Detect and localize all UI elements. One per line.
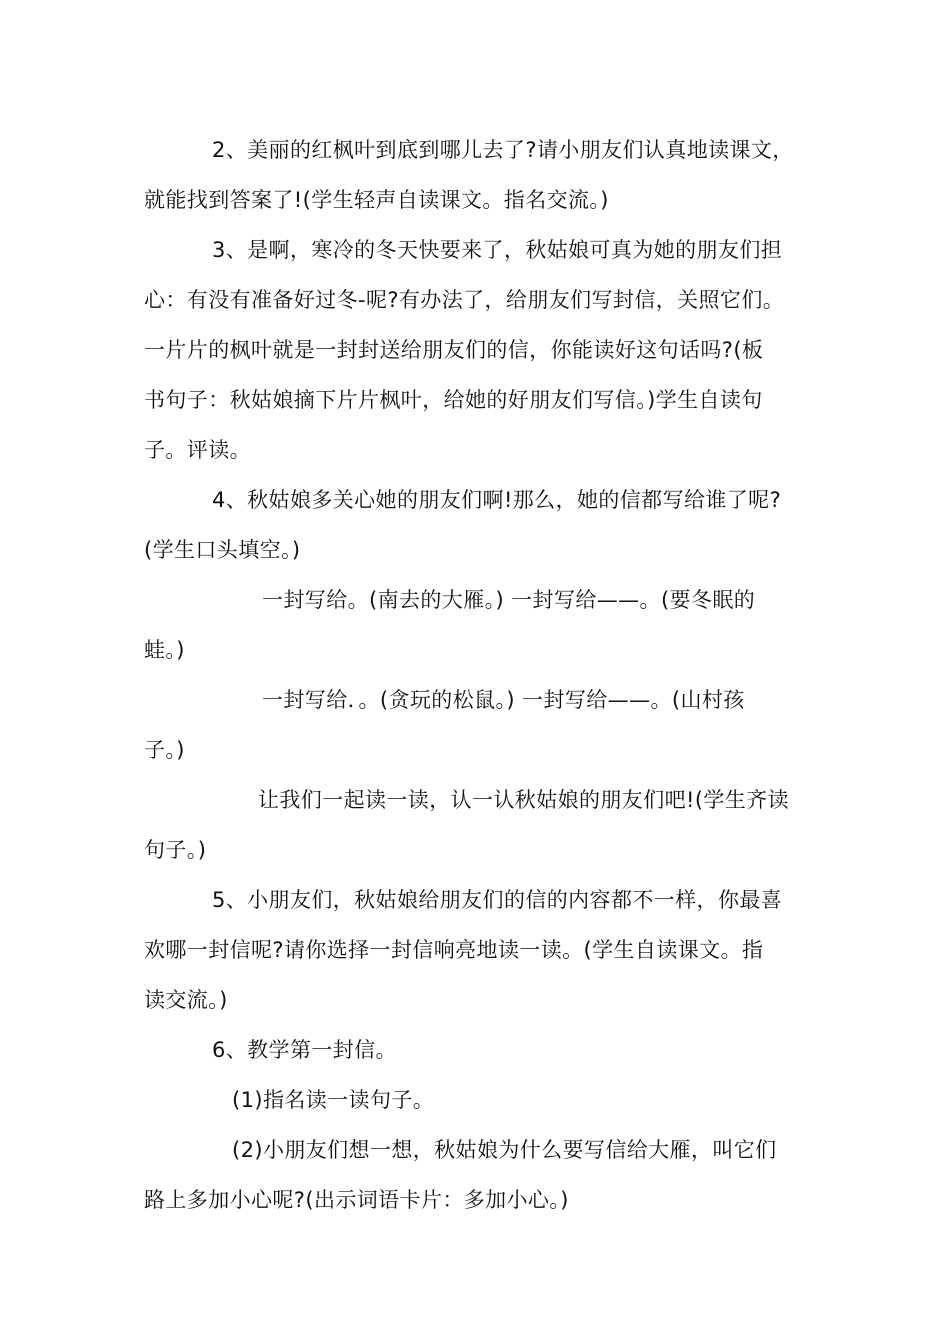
paragraph-5-line-3: 读交流。): [144, 988, 228, 1012]
fill-blank-line-2-cont: 子。): [144, 738, 185, 762]
paragraph-5-line-2: 欢哪一封信呢?请你选择一封信响亮地读一读。(学生自读课文。指: [144, 938, 764, 962]
paragraph-5-line-1: 5、小朋友们，秋姑娘给朋友们的信的内容都不一样，你最喜: [212, 888, 783, 912]
sub-item-2-line-1: (2)小朋友们想一想，秋姑娘为什么要写信给大雁，叫它们: [232, 1138, 777, 1162]
paragraph-3-line-3: 一片片的枫叶就是一封封送给朋友们的信，你能读好这句话吗?(板: [144, 338, 764, 362]
fill-blank-line-1-cont: 蛙。): [144, 638, 185, 662]
fill-blank-line-1: 一封写给。(南去的大雁。) 一封写给——。(要冬眠的: [262, 588, 756, 612]
paragraph-4-line-1: 4、秋姑娘多关心她的朋友们啊!那么，她的信都写给谁了呢?: [212, 488, 782, 512]
paragraph-2-line-1: 2、美丽的红枫叶到底到哪儿去了?请小朋友们认真地读课文，: [212, 138, 794, 162]
sub-item-1: (1)指名读一读句子。: [232, 1088, 435, 1112]
fill-blank-line-2: 一封写给．。(贪玩的松鼠。) 一封写给——。(山村孩: [262, 688, 745, 712]
sub-item-2-line-2: 路上多加小心呢?(出示词语卡片：多加小心。): [144, 1188, 569, 1212]
paragraph-3-line-2: 心：有没有准备好过冬-呢?有办法了，给朋友们写封信，关照它们。: [144, 288, 785, 312]
read-together-line-1: 让我们一起读一读，认一认秋姑娘的朋友们吧!(学生齐读: [258, 788, 790, 812]
read-together-line-2: 句子。): [144, 838, 207, 862]
paragraph-6-heading: 6、教学第一封信。: [212, 1038, 397, 1062]
paragraph-3-line-4: 书句子：秋姑娘摘下片片枫叶，给她的好朋友们写信。)学生自读句: [144, 388, 763, 412]
paragraph-4-line-2: (学生口头填空。): [144, 538, 301, 562]
paragraph-3-line-1: 3、是啊，寒冷的冬天快要来了，秋姑娘可真为她的朋友们担: [212, 238, 783, 262]
paragraph-2-line-2: 就能找到答案了!(学生轻声自读课文。指名交流。): [144, 188, 609, 212]
paragraph-3-line-5: 子。评读。: [144, 438, 251, 462]
